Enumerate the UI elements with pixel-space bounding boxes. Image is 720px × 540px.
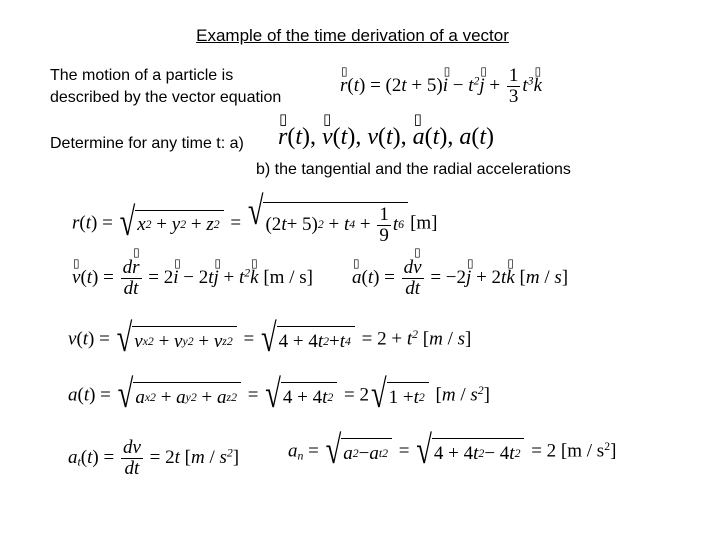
unit-ms2: [m / s <box>560 440 605 462</box>
equation-acceleration-vector: ▯ a(t) = $\frac{d▯ v}{dt}$ = −2▯ j + 2t▯ k [m / s] <box>352 258 568 299</box>
page-title: Example of the time derivation of a vector <box>196 26 509 45</box>
intro-line-1: The motion of a particle is <box>50 67 234 84</box>
unit-m: [m] <box>410 212 438 234</box>
equation-tangential-acceleration: $a_t(t)$ = $\frac{dv}{dt}$ = 2t $[m / s^2]$ <box>68 437 240 479</box>
equation-position-vector: ▯ r(t) = (2t + 5)▯ $i - t^2▯$ j + $\frac{1}{3}$ $t^3▯$ k <box>340 66 542 107</box>
equation-speed: v(t) = √ v x 2 + v y 2 + v z 2 = √ 4 + 4 t 2 + t 4 = $2 + t^2$ [m / s] <box>68 317 472 361</box>
task-a-text: Determine for any time t: a) <box>50 135 244 152</box>
equation-position-magnitude: r(t) = √ x 2 + y 2 + z 2 = √ (2 t + 5) 2 + t 4 + $\frac{1}{9}$ t 6 [m] <box>72 190 438 246</box>
equation-velocity-vector: ▯ v(t) = $\frac{d▯ r}{dt}$ = 2▯ i − 2t▯ $j + t^2▯$ k [m / s] <box>72 258 313 299</box>
equation-acceleration-magnitude: a(t) = √ a x 2 + a y 2 + a z 2 = √ 4 + 4 t 2 = 2 √ 1 + t 2 $[m / s^2]$ <box>68 373 490 417</box>
equation-quantity-list: ▯ r(t), ▯ v(t), v(t), ▯ a(t), a(t) <box>278 124 494 151</box>
unit-ms: [m / s] <box>263 266 313 288</box>
task-b-text: b) the tangential and the radial accelerations <box>256 161 571 178</box>
equation-radial-acceleration: $a_n$ = √ a 2 − a t 2 = √ 4 + 4 t 2 − 4 t 2 = 2 $[m / s^2]$ <box>288 429 617 473</box>
intro-line-2: described by the vector equation <box>50 89 282 106</box>
